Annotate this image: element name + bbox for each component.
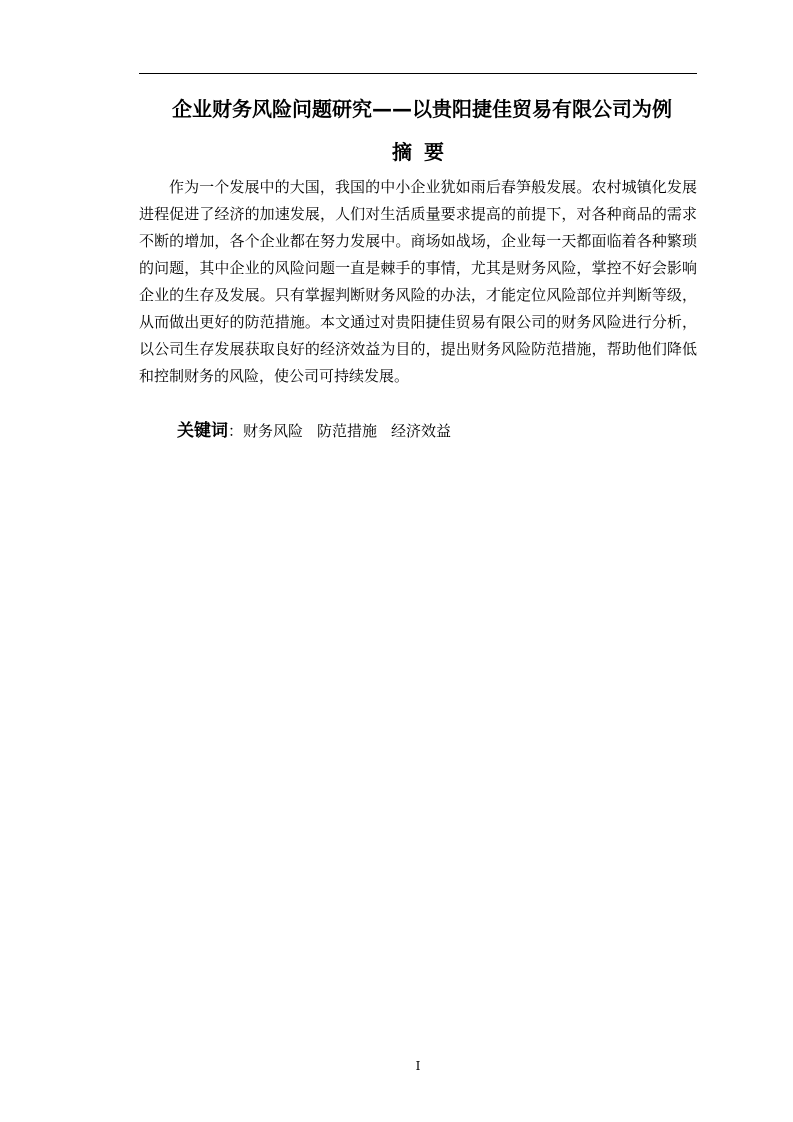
abstract-body: 作为一个发展中的大国，我国的中小企业犹如雨后春笋般发展。农村城镇化发展进程促进了经济的加速发展，人们对生活质量要求提高的前提下，对各种商品的需求不断的增加，各个企业都在努力发展中。商场如战场，企业每一天都面临着各种繁琐的问题，其中企业的风险问题一直是棘手的事情，尤其是财务风险，掌控不好会影响企业的生存及发展。只有掌握判断财务风险的办法，才能定位风险部位并判断等级，从而做出更好的防范措施。本文通过对贵阳捷佳贸易有限公司的财务风险进行分析，以公司生存发展获取良好的经济效益为目的，提出财务风险防范措施，帮助他们降低和控制财务的风险，使公司可持续发展。 [139,178,697,385]
keywords-label: 关键词 [177,421,228,441]
keyword-item: 防范措施 [317,422,378,440]
keyword-item: 财务风险 [243,422,304,440]
abstract-heading: 摘要 [392,140,456,164]
keywords-separator: ： [228,422,244,440]
page-number: I [415,1059,421,1073]
keyword-item: 经济效益 [391,422,452,440]
keywords-line [177,418,697,444]
document-title: 企业财务风险问题研究——以贵阳捷佳贸易有限公司为例 [172,97,672,121]
header-rule [139,73,697,74]
